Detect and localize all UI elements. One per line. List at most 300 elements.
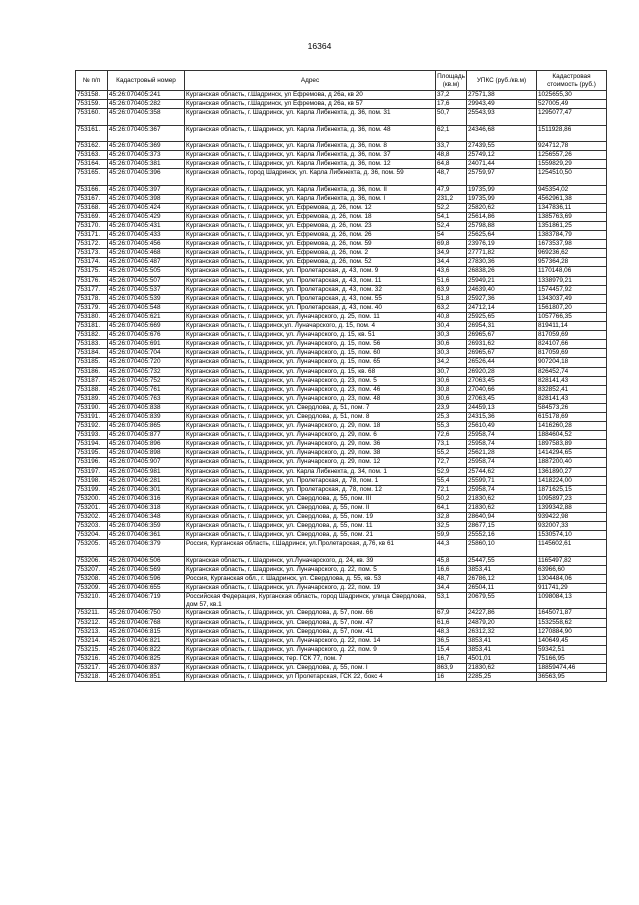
row-number-cell: 753178. xyxy=(76,294,108,303)
cadastral-number-cell: 45:26:070406:815 xyxy=(108,627,185,636)
address-cell: Курганская область, г. Шадринск, ул. Пролетарская, д. 43, пом. 9 xyxy=(185,267,436,276)
area-cell: 52,2 xyxy=(436,203,467,212)
upks-cell: 27063,45 xyxy=(467,376,537,385)
address-cell: Курганская область, город Шадринск, ул. Карла Либкнехта, д. 36, пом. 59 xyxy=(185,169,436,185)
row-number-cell: 753198. xyxy=(76,476,108,485)
table-row xyxy=(76,645,607,654)
area-cell: 69,8 xyxy=(436,240,467,249)
table-row xyxy=(76,664,607,673)
cadastral-cost-cell: 957364,28 xyxy=(537,258,607,267)
cadastral-number-cell: 45:26:070405:396 xyxy=(108,169,185,185)
cadastral-number-cell: 45:26:070406:719 xyxy=(108,593,185,609)
table-row xyxy=(76,212,607,221)
table-row xyxy=(76,636,607,645)
address-cell: Курганская область, г. Шадринск, ул. Карла Либкнехта, д. 36, пом. 12 xyxy=(185,160,436,169)
address-cell: Курганская область, г. Шадринск, ул. Луначарского, д. 29, пом. 12 xyxy=(185,458,436,467)
cadastral-number-cell: 45:26:070405:282 xyxy=(108,100,185,109)
table-row xyxy=(76,222,607,231)
cadastral-cost-cell: 1418224,00 xyxy=(537,476,607,485)
row-number-cell: 753206. xyxy=(76,556,108,565)
address-cell: Курганская область, г. Шадринск,ул. Луначарского, д. 15, пом. 4 xyxy=(185,322,436,331)
table-row xyxy=(76,276,607,285)
cadastral-cost-cell: 36563,95 xyxy=(537,673,607,682)
cadastral-number-cell: 45:26:070405:896 xyxy=(108,440,185,449)
address-cell: Курганская область, г. Шадринск, ул. Ефремова, д. 26, пом. 18 xyxy=(185,212,436,221)
row-number-cell: 753166. xyxy=(76,185,108,194)
header-address: Адрес xyxy=(185,71,436,91)
area-cell: 54,1 xyxy=(436,212,467,221)
row-number-cell: 753184. xyxy=(76,349,108,358)
area-cell: 55,2 xyxy=(436,449,467,458)
cadastral-number-cell: 45:26:070406:596 xyxy=(108,574,185,583)
table-row xyxy=(76,593,607,609)
cadastral-number-cell: 45:26:070405:358 xyxy=(108,109,185,125)
area-cell: 16,6 xyxy=(436,565,467,574)
upks-cell: 26920,28 xyxy=(467,367,537,376)
upks-cell: 3853,41 xyxy=(467,636,537,645)
area-cell: 30,7 xyxy=(436,367,467,376)
cadastral-cost-cell: 828141,43 xyxy=(537,394,607,403)
address-cell: Курганская область, г. Шадринск, ул. Луначарского, д. 23, пом. 48 xyxy=(185,394,436,403)
cadastral-cost-cell: 615178,69 xyxy=(537,412,607,421)
row-number-cell: 753213. xyxy=(76,627,108,636)
cadastral-cost-cell: 945354,02 xyxy=(537,185,607,194)
cadastral-cost-cell: 1256557,26 xyxy=(537,151,607,160)
table-row xyxy=(76,340,607,349)
row-number-cell: 753159. xyxy=(76,100,108,109)
area-cell: 48,7 xyxy=(436,574,467,583)
row-number-cell: 753160. xyxy=(76,109,108,125)
cadastral-number-cell: 45:26:070405:381 xyxy=(108,160,185,169)
row-number-cell: 753170. xyxy=(76,222,108,231)
table-row xyxy=(76,367,607,376)
row-number-cell: 753191. xyxy=(76,412,108,421)
cadastral-number-cell: 45:26:070406:822 xyxy=(108,645,185,654)
row-number-cell: 753173. xyxy=(76,249,108,258)
cadastral-number-cell: 45:26:070406:301 xyxy=(108,485,185,494)
address-cell: Курганская область, г. Шадринск, ул. Свердлова, д. 57, пом. 41 xyxy=(185,627,436,636)
upks-cell: 21830,62 xyxy=(467,664,537,673)
cadastral-cost-cell: 1645071,87 xyxy=(537,609,607,618)
cadastral-number-cell: 45:26:070406:837 xyxy=(108,664,185,673)
table-row xyxy=(76,349,607,358)
cadastral-number-cell: 45:26:070406:750 xyxy=(108,609,185,618)
table-row xyxy=(76,109,607,125)
area-cell: 34,4 xyxy=(436,583,467,592)
row-number-cell: 753174. xyxy=(76,258,108,267)
table-row xyxy=(76,403,607,412)
row-number-cell: 753212. xyxy=(76,618,108,627)
address-cell: Курганская область, г. Шадринск, ул. Луначарского, д. 29, пом. 36 xyxy=(185,440,436,449)
upks-cell: 24071,44 xyxy=(467,160,537,169)
upks-cell: 26931,62 xyxy=(467,340,537,349)
cadastral-number-cell: 45:26:070406:851 xyxy=(108,673,185,682)
cadastral-cost-cell: 75166,95 xyxy=(537,654,607,663)
area-cell: 30,6 xyxy=(436,376,467,385)
upks-cell: 25925,65 xyxy=(467,312,537,321)
cadastral-number-cell: 45:26:070405:704 xyxy=(108,349,185,358)
cadastral-cost-cell: 63966,60 xyxy=(537,565,607,574)
address-cell: Курганская область, г. Шадринск, ул. Луначарского, д. 15, кв. 51 xyxy=(185,331,436,340)
area-cell: 62,1 xyxy=(436,125,467,141)
address-cell: Курганская область, г. Шадринск, ул. Свердлова, д. 51, пом. 8 xyxy=(185,412,436,421)
area-cell: 50,7 xyxy=(436,109,467,125)
address-cell: Курганская область, г. Шадринск, ул. Карла Либкнехта, д. 36, пом. 8 xyxy=(185,141,436,150)
address-cell: Курганская область, г. Шадринск, ул. Пролетарская, д. 43, пом. 11 xyxy=(185,276,436,285)
address-cell: Курганская область, г. Шадринск, ул. Пролетарская, д. 43, пом. 40 xyxy=(185,303,436,312)
cadastral-number-cell: 45:26:070405:839 xyxy=(108,412,185,421)
cadastral-cost-cell: 584573,26 xyxy=(537,403,607,412)
cadastral-number-cell: 45:26:070405:865 xyxy=(108,422,185,431)
table-row xyxy=(76,100,607,109)
table-row xyxy=(76,522,607,531)
cadastral-number-cell: 45:26:070405:907 xyxy=(108,458,185,467)
row-number-cell: 753187. xyxy=(76,376,108,385)
upks-cell: 25744,62 xyxy=(467,467,537,476)
cadastral-number-cell: 45:26:070405:676 xyxy=(108,331,185,340)
cadastral-number-cell: 45:26:070405:431 xyxy=(108,222,185,231)
upks-cell: 25798,88 xyxy=(467,222,537,231)
row-number-cell: 753180. xyxy=(76,312,108,321)
table-row xyxy=(76,169,607,185)
cadastral-cost-cell: 1559829,29 xyxy=(537,160,607,169)
cadastral-cost-cell: 824107,66 xyxy=(537,340,607,349)
cadastral-number-cell: 45:26:070406:316 xyxy=(108,494,185,503)
upks-cell: 27771,82 xyxy=(467,249,537,258)
area-cell: 48,3 xyxy=(436,627,467,636)
address-cell: Курганская область, г. Шадринск, ул. Ефремова, д. 26, пом. 59 xyxy=(185,240,436,249)
area-cell: 32,8 xyxy=(436,513,467,522)
cadastral-cost-cell: 1351861,25 xyxy=(537,222,607,231)
address-cell: Курганская область, г. Шадринск, ул. Карла Либкнехта, д. 36, пом. 48 xyxy=(185,125,436,141)
row-number-cell: 753161. xyxy=(76,125,108,141)
table-row xyxy=(76,294,607,303)
area-cell: 63,2 xyxy=(436,303,467,312)
cadastral-cost-cell: 1347836,11 xyxy=(537,203,607,212)
row-number-cell: 753165. xyxy=(76,169,108,185)
address-cell: Курганская область, г. Шадринск, ул. Луначарского, д. 22, пом. 9 xyxy=(185,645,436,654)
area-cell: 72,7 xyxy=(436,458,467,467)
area-cell: 63,9 xyxy=(436,285,467,294)
address-cell: Курганская область, г. Шадринск, ул. Свердлова, д. 57, пом. 47 xyxy=(185,618,436,627)
table-row xyxy=(76,358,607,367)
table-row xyxy=(76,258,607,267)
row-number-cell: 753177. xyxy=(76,285,108,294)
table-row xyxy=(76,376,607,385)
table-row xyxy=(76,531,607,540)
address-cell: Россия, Курганская обл., г. Шадринск, ул. Свердлова, д. 55, кв. 53 xyxy=(185,574,436,583)
upks-cell: 26786,12 xyxy=(467,574,537,583)
cadastral-cost-cell: 907204,18 xyxy=(537,358,607,367)
upks-cell: 29943,49 xyxy=(467,100,537,109)
cadastral-number-cell: 45:26:070406:348 xyxy=(108,513,185,522)
table-row xyxy=(76,203,607,212)
table-row xyxy=(76,394,607,403)
area-cell: 48,8 xyxy=(436,151,467,160)
area-cell: 52,9 xyxy=(436,467,467,476)
address-cell: Курганская область, г. Шадринск, ул. Луначарского, д. 15, пом. 65 xyxy=(185,358,436,367)
table-row xyxy=(76,485,607,494)
address-cell: Курганская область, г. Шадринск, ул. Ефремова, д. 26, пом. 2 xyxy=(185,249,436,258)
cadastral-number-cell: 45:26:070405:621 xyxy=(108,312,185,321)
table-row xyxy=(76,503,607,512)
row-number-cell: 753202. xyxy=(76,513,108,522)
table-row xyxy=(76,141,607,150)
address-cell: Курганская область, г. Шадринск, ул. Луначарского, д. 29, пом. 38 xyxy=(185,449,436,458)
row-number-cell: 753211. xyxy=(76,609,108,618)
cadastral-number-cell: 45:26:070405:763 xyxy=(108,394,185,403)
cadastral-cost-cell: 817059,69 xyxy=(537,349,607,358)
area-cell: 53,1 xyxy=(436,593,467,609)
cadastral-cost-cell: 826452,74 xyxy=(537,367,607,376)
address-cell: Курганская область, г. Шадринск, ул. Луначарского, д. 29, пом. 6 xyxy=(185,431,436,440)
area-cell: 37,2 xyxy=(436,91,467,100)
cadastral-number-cell: 45:26:070405:429 xyxy=(108,212,185,221)
cadastral-cost-cell: 1145602,61 xyxy=(537,540,607,556)
cadastral-cost-cell: 1025655,30 xyxy=(537,91,607,100)
cadastral-cost-cell: 1383784,79 xyxy=(537,231,607,240)
cadastral-number-cell: 45:26:070405:507 xyxy=(108,276,185,285)
header-upks: УПКС (руб./кв.м) xyxy=(467,71,537,91)
header-cadastral-number: Кадастровый номер xyxy=(108,71,185,91)
upks-cell: 28640,94 xyxy=(467,513,537,522)
upks-cell: 21830,62 xyxy=(467,494,537,503)
table-row xyxy=(76,285,607,294)
address-cell: Курганская область, г. Шадринск, ул. Свердлова, д. 55, пом. II xyxy=(185,503,436,512)
area-cell: 231,2 xyxy=(436,194,467,203)
upks-cell: 25610,49 xyxy=(467,422,537,431)
cadastral-cost-cell: 1304484,06 xyxy=(537,574,607,583)
upks-cell: 27830,36 xyxy=(467,258,537,267)
table-row xyxy=(76,194,607,203)
address-cell: Российская Федерация, Курганская область, город Шадринск, улица Свердлова, дом 57, кв.1 xyxy=(185,593,436,609)
row-number-cell: 753171. xyxy=(76,231,108,240)
upks-cell: 25958,74 xyxy=(467,440,537,449)
cadastral-number-cell: 45:26:070405:424 xyxy=(108,203,185,212)
cadastral-cost-cell: 1057766,35 xyxy=(537,312,607,321)
upks-cell: 25759,97 xyxy=(467,169,537,185)
address-cell: Курганская область, г. Шадринск, ул. Свердлова, д. 51, пом. 7 xyxy=(185,403,436,412)
upks-cell: 26526,44 xyxy=(467,358,537,367)
cadastral-number-cell: 45:26:070405:669 xyxy=(108,322,185,331)
table-row xyxy=(76,231,607,240)
area-cell: 45,8 xyxy=(436,556,467,565)
row-number-cell: 753192. xyxy=(76,422,108,431)
row-number-cell: 753203. xyxy=(76,522,108,531)
cadastral-number-cell: 45:26:070406:361 xyxy=(108,531,185,540)
cadastral-number-cell: 45:26:070405:487 xyxy=(108,258,185,267)
cadastral-cost-cell: 1170148,06 xyxy=(537,267,607,276)
table-row xyxy=(76,331,607,340)
table-row xyxy=(76,412,607,421)
table-row xyxy=(76,125,607,141)
upks-cell: 24639,40 xyxy=(467,285,537,294)
cadastral-cost-cell: 828141,43 xyxy=(537,376,607,385)
cadastral-cost-cell: 1673537,98 xyxy=(537,240,607,249)
table-row xyxy=(76,267,607,276)
address-cell: Курганская область, г. Шадринск, ул. Луначарского, д. 22, пом. 5 xyxy=(185,565,436,574)
upks-cell: 25621,28 xyxy=(467,449,537,458)
area-cell: 73,1 xyxy=(436,440,467,449)
upks-cell: 25447,55 xyxy=(467,556,537,565)
header-area: Площадь (кв.м) xyxy=(436,71,467,91)
row-number-cell: 753164. xyxy=(76,160,108,169)
upks-cell: 27063,45 xyxy=(467,394,537,403)
cadastral-cost-cell: 140649,45 xyxy=(537,636,607,645)
area-cell: 30,6 xyxy=(436,394,467,403)
upks-cell: 2285,25 xyxy=(467,673,537,682)
cadastral-cost-cell: 1511928,86 xyxy=(537,125,607,141)
cadastral-number-cell: 45:26:070405:877 xyxy=(108,431,185,440)
table-row xyxy=(76,540,607,556)
cadastral-cost-cell: 1532558,62 xyxy=(537,618,607,627)
upks-cell: 28677,15 xyxy=(467,522,537,531)
cadastral-number-cell: 45:26:070405:537 xyxy=(108,285,185,294)
table-row xyxy=(76,574,607,583)
area-cell: 61,6 xyxy=(436,618,467,627)
row-number-cell: 753197. xyxy=(76,467,108,476)
cadastral-number-cell: 45:26:070405:241 xyxy=(108,91,185,100)
area-cell: 30,8 xyxy=(436,385,467,394)
cadastral-number-cell: 45:26:070405:898 xyxy=(108,449,185,458)
address-cell: Россия, Курганская область, г.Шадринск, ул.Пролетарская, д.76, кв 61 xyxy=(185,540,436,556)
table-row xyxy=(76,440,607,449)
cadastral-cost-cell: 1254510,50 xyxy=(537,169,607,185)
address-cell: Курганская область, г. Шадринск, ул. Карла Либкнехта, д. 36, пом. I xyxy=(185,194,436,203)
area-cell: 55,3 xyxy=(436,422,467,431)
address-cell: Курганская область, г. Шадринск, ул. Свердлова, д. 55, пом. 21 xyxy=(185,531,436,540)
area-cell: 51,8 xyxy=(436,294,467,303)
upks-cell: 27040,66 xyxy=(467,385,537,394)
address-cell: Курганская область, г. Шадринск, ул. Пролетарская, д. 78, пом. 1 xyxy=(185,476,436,485)
cadastral-registry-table xyxy=(75,70,607,682)
row-number-cell: 753215. xyxy=(76,645,108,654)
row-number-cell: 753190. xyxy=(76,403,108,412)
area-cell: 59,9 xyxy=(436,531,467,540)
cadastral-cost-cell: 969236,62 xyxy=(537,249,607,258)
cadastral-cost-cell: 527005,49 xyxy=(537,100,607,109)
address-cell: Курганская область, г. Шадринск, ул. Свердлова, д. 55, пом. 19 xyxy=(185,513,436,522)
upks-cell: 25749,12 xyxy=(467,151,537,160)
cadastral-cost-cell: 832852,41 xyxy=(537,385,607,394)
upks-cell: 21830,62 xyxy=(467,503,537,512)
page-number: 16364 xyxy=(307,41,332,51)
cadastral-cost-cell: 1414294,65 xyxy=(537,449,607,458)
area-cell: 863,9 xyxy=(436,664,467,673)
cadastral-cost-cell: 1897583,89 xyxy=(537,440,607,449)
cadastral-cost-cell: 1561807,20 xyxy=(537,303,607,312)
table-body xyxy=(76,91,607,682)
area-cell: 67,9 xyxy=(436,609,467,618)
row-number-cell: 753194. xyxy=(76,440,108,449)
cadastral-number-cell: 45:26:070405:369 xyxy=(108,141,185,150)
cadastral-cost-cell: 1574457,92 xyxy=(537,285,607,294)
header-cadastral-cost: Кадастровая стоимость (руб.) xyxy=(537,71,607,91)
address-cell: Курганская область, г. Шадринск, ул. Луначарского, д. 22, пом. 14 xyxy=(185,636,436,645)
address-cell: Курганская область, г. Шадринск, ул. Луначарского, д. 23, пом. 46 xyxy=(185,385,436,394)
upks-cell: 20679,55 xyxy=(467,593,537,609)
address-cell: Курганская область, г. Шадринск, ул. Ефремова, д. 26, пом. 52 xyxy=(185,258,436,267)
upks-cell: 23976,19 xyxy=(467,240,537,249)
address-cell: Курганская область, г. Шадринск, ул. Карла Либкнехта, д. 34, пом. 1 xyxy=(185,467,436,476)
address-cell: Курганская область, г. Шадринск, ул. Ефремова, д. 26, пом. 12 xyxy=(185,203,436,212)
table-row xyxy=(76,458,607,467)
table-row xyxy=(76,467,607,476)
table-row xyxy=(76,673,607,682)
row-number-cell: 753158. xyxy=(76,91,108,100)
cadastral-number-cell: 45:26:070406:359 xyxy=(108,522,185,531)
address-cell: Курганская область, г. Шадринск, ул. Карла Либкнехта, д. 36, пом. 31 xyxy=(185,109,436,125)
upks-cell: 24227,86 xyxy=(467,609,537,618)
table-row xyxy=(76,494,607,503)
area-cell: 30,3 xyxy=(436,349,467,358)
cadastral-number-cell: 45:26:070406:655 xyxy=(108,583,185,592)
upks-cell: 25599,71 xyxy=(467,476,537,485)
address-cell: Курганская область, г. Шадринск, ул. Луначарского, д. 15, пом. 60 xyxy=(185,349,436,358)
upks-cell: 26838,26 xyxy=(467,267,537,276)
address-cell: Курганская область, г. Шадринск, ул. Пролетарская, д. 43, пом. 32 xyxy=(185,285,436,294)
upks-cell: 25625,64 xyxy=(467,231,537,240)
upks-cell: 24459,13 xyxy=(467,403,537,412)
area-cell: 51,6 xyxy=(436,276,467,285)
row-number-cell: 753182. xyxy=(76,331,108,340)
upks-cell: 27571,38 xyxy=(467,91,537,100)
area-cell: 47,9 xyxy=(436,185,467,194)
area-cell: 16,7 xyxy=(436,654,467,663)
cadastral-number-cell: 45:26:070405:691 xyxy=(108,340,185,349)
row-number-cell: 753189. xyxy=(76,394,108,403)
cadastral-number-cell: 45:26:070405:838 xyxy=(108,403,185,412)
cadastral-number-cell: 45:26:070405:373 xyxy=(108,151,185,160)
address-cell: Курганская область, г.Шадринск, ул Ефремова, д 26а, кв 20 xyxy=(185,91,436,100)
table-row xyxy=(76,312,607,321)
upks-cell: 4501,01 xyxy=(467,654,537,663)
area-cell: 54 xyxy=(436,231,467,240)
cadastral-number-cell: 45:26:070405:732 xyxy=(108,367,185,376)
area-cell: 44,3 xyxy=(436,540,467,556)
table-row xyxy=(76,322,607,331)
cadastral-cost-cell: 819411,14 xyxy=(537,322,607,331)
cadastral-cost-cell: 939422,98 xyxy=(537,513,607,522)
address-cell: Курганская область, г. Шадринск, ул.Луначарского, д. 24, кв. 39 xyxy=(185,556,436,565)
row-number-cell: 753167. xyxy=(76,194,108,203)
row-number-cell: 753195. xyxy=(76,449,108,458)
row-number-cell: 753200. xyxy=(76,494,108,503)
cadastral-cost-cell: 1871625,15 xyxy=(537,485,607,494)
upks-cell: 25958,74 xyxy=(467,485,537,494)
row-number-cell: 753193. xyxy=(76,431,108,440)
cadastral-number-cell: 45:26:070406:506 xyxy=(108,556,185,565)
cadastral-cost-cell: 1416260,28 xyxy=(537,422,607,431)
row-number-cell: 753162. xyxy=(76,141,108,150)
cadastral-number-cell: 45:26:070405:367 xyxy=(108,125,185,141)
table-row xyxy=(76,160,607,169)
address-cell: Курганская область, г. Шадринск, ул. Пролетарская, д. 78, пом. 12 xyxy=(185,485,436,494)
address-cell: Курганская область, г. Шадринск, тер. ГСК 77, пом. 7 xyxy=(185,654,436,663)
upks-cell: 26965,67 xyxy=(467,331,537,340)
cadastral-number-cell: 45:26:070406:281 xyxy=(108,476,185,485)
address-cell: Курганская область, г. Шадринск, ул. Карла Либкнехта, д. 36, пом. II xyxy=(185,185,436,194)
table-header-row xyxy=(76,71,607,91)
cadastral-cost-cell: 1399342,88 xyxy=(537,503,607,512)
cadastral-number-cell: 45:26:070405:505 xyxy=(108,267,185,276)
row-number-cell: 753196. xyxy=(76,458,108,467)
cadastral-number-cell: 45:26:070405:433 xyxy=(108,231,185,240)
area-cell: 17,6 xyxy=(436,100,467,109)
table-row xyxy=(76,476,607,485)
area-cell: 30,6 xyxy=(436,340,467,349)
cadastral-number-cell: 45:26:070405:548 xyxy=(108,303,185,312)
